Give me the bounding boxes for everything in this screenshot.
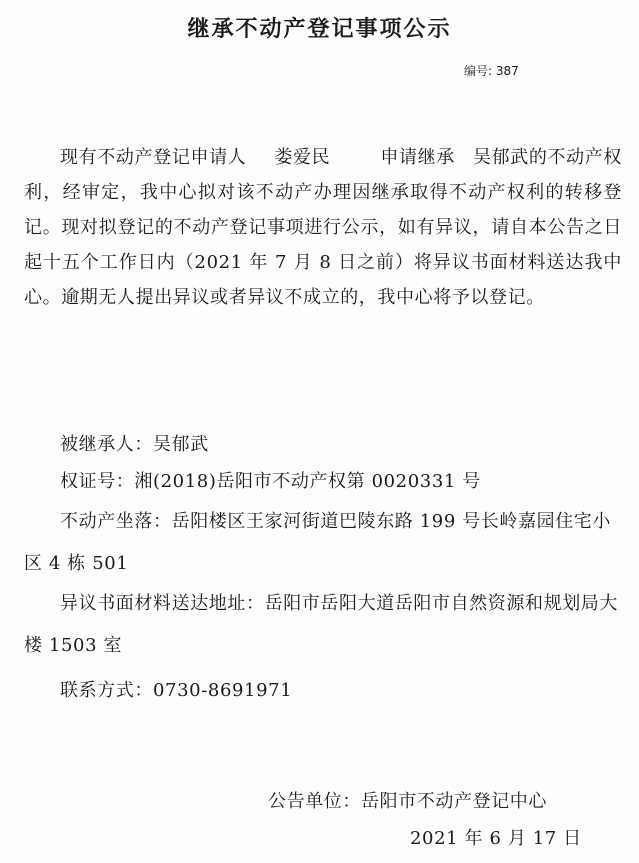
contact-value: 0730-8691971 [153,680,293,701]
certificate-line [24,463,622,500]
intro-text-part1: 现有不动产登记申请人 [60,147,247,168]
intro-text-part3: 的不动产权利，经审定，我中心拟对该不动产办理因继承取得不动产权利的转移登记。现对拟登记的不动产登记事项进行公示，如有异议，请自本公告之日起十五个工作日内（2021 年 7 月 8 日之前）将异议书面材料送达我中心。逾期无人提出异议或者异议不成立的，我中心将予以登记。 [24,147,623,308]
intro-paragraph [24,140,622,315]
intro-decedent-name: 吴郁武 [472,147,529,168]
signature-unit: 岳阳市不动产登记中心 [361,791,547,812]
decedent-label: 被继承人： [60,434,153,455]
location-line [24,501,622,585]
document-title: 继承不动产登记事项公示 [187,17,452,42]
certificate-label: 权证号： [60,471,135,492]
document-number: 编号: 387 [464,64,519,78]
location-label: 不动产坐落： [60,511,172,532]
location-value: 岳阳楼区王家河街道巴陵东路 199 号长岭嘉园住宅小区 4 栋 501 [24,511,612,574]
signature-date: 2021 年 6 月 17 日 [410,828,582,849]
signature-line [268,787,547,813]
applicant-name: 娄爱民 [274,147,331,168]
contact-label: 联系方式： [60,680,153,701]
intro-text-part2: 申请继承 [380,147,455,168]
objection-address-value: 岳阳市岳阳大道岳阳市自然资源和规划局大楼 1503 室 [24,593,619,656]
objection-address-line [24,583,622,667]
decedent-value: 吴郁武 [153,434,209,455]
decedent-line [24,426,622,463]
contact-line [24,672,622,709]
signature-label: 公告单位： [268,791,361,812]
certificate-value: 湘(2018)岳阳市不动产权第 0020331 号 [134,471,481,492]
objection-address-label: 异议书面材料送达地址： [60,593,265,614]
